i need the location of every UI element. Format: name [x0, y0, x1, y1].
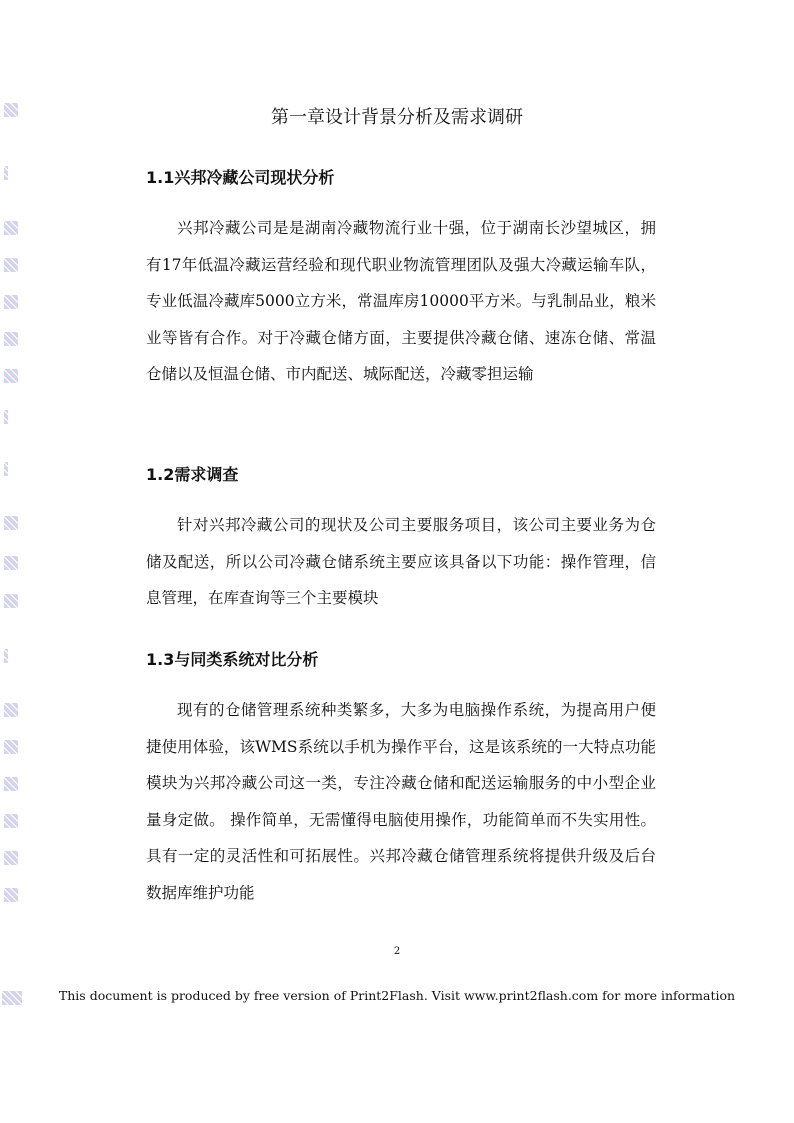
page-number: 2	[393, 946, 401, 957]
footer-note: This document is produced by free version of Print2Flash. Visit www.print2flash.com for more information	[58, 988, 736, 1003]
section-body: 兴邦冷藏公司是是湖南冷藏物流行业十强，位于湖南长沙望城区，拥有17年低温冷藏运营经验和现代职业物流管理团队及强大冷藏运输车队，专业低温冷藏库5000立方米，常温库房10000平方米。与乳制品业，粮米业等皆有合作。对于冷藏仓储方面，主要提供冷藏仓储、速冻仓储、常温仓储以及恒温仓储、市内配送、城际配送，冷藏零担运输	[146, 219, 656, 383]
margin-mark	[4, 814, 18, 828]
page-title: 第一章设计背景分析及需求调研	[271, 107, 523, 128]
margin-mark	[4, 516, 18, 530]
margin-mark	[4, 556, 18, 570]
margin-mark	[4, 332, 18, 346]
margin-mark	[4, 888, 18, 902]
margin-mark	[4, 166, 8, 180]
margin-mark	[4, 410, 8, 424]
margin-mark	[4, 295, 18, 309]
margin-mark	[4, 221, 18, 235]
margin-mark	[4, 703, 18, 717]
section-body: 现有的仓储管理系统种类繁多，大多为电脑操作系统，为提高用户便捷使用体验，该WMS系统以手机为操作平台，这是该系统的一大特点功能模块为兴邦冷藏公司这一类，专注冷藏仓储和配送运输服务的中小型企业量身定做。 操作简单，无需懂得电脑使用操作，功能简单而不失实用性。具有一定的灵活性和可拓展性。兴邦冷藏仓储管理系统将提供升级及后台数据库维护功能	[146, 701, 656, 902]
section-heading: 1.3与同类系统对比分析	[146, 650, 319, 669]
margin-mark	[4, 777, 18, 791]
margin-mark	[4, 649, 8, 663]
margin-mark	[4, 258, 18, 272]
margin-mark	[4, 594, 18, 608]
section-heading: 1.2需求调查	[146, 465, 239, 484]
section-heading: 1.1兴邦冷藏公司现状分析	[146, 168, 335, 187]
margin-mark	[4, 740, 18, 754]
margin-mark	[4, 462, 8, 476]
section-body: 针对兴邦冷藏公司的现状及公司主要服务项目，该公司主要业务为仓储及配送，所以公司冷藏仓储系统主要应该具备以下功能：操作管理，信息管理，在库查询等三个主要模块	[146, 516, 656, 607]
margin-mark	[4, 369, 18, 383]
margin-mark	[4, 851, 18, 865]
